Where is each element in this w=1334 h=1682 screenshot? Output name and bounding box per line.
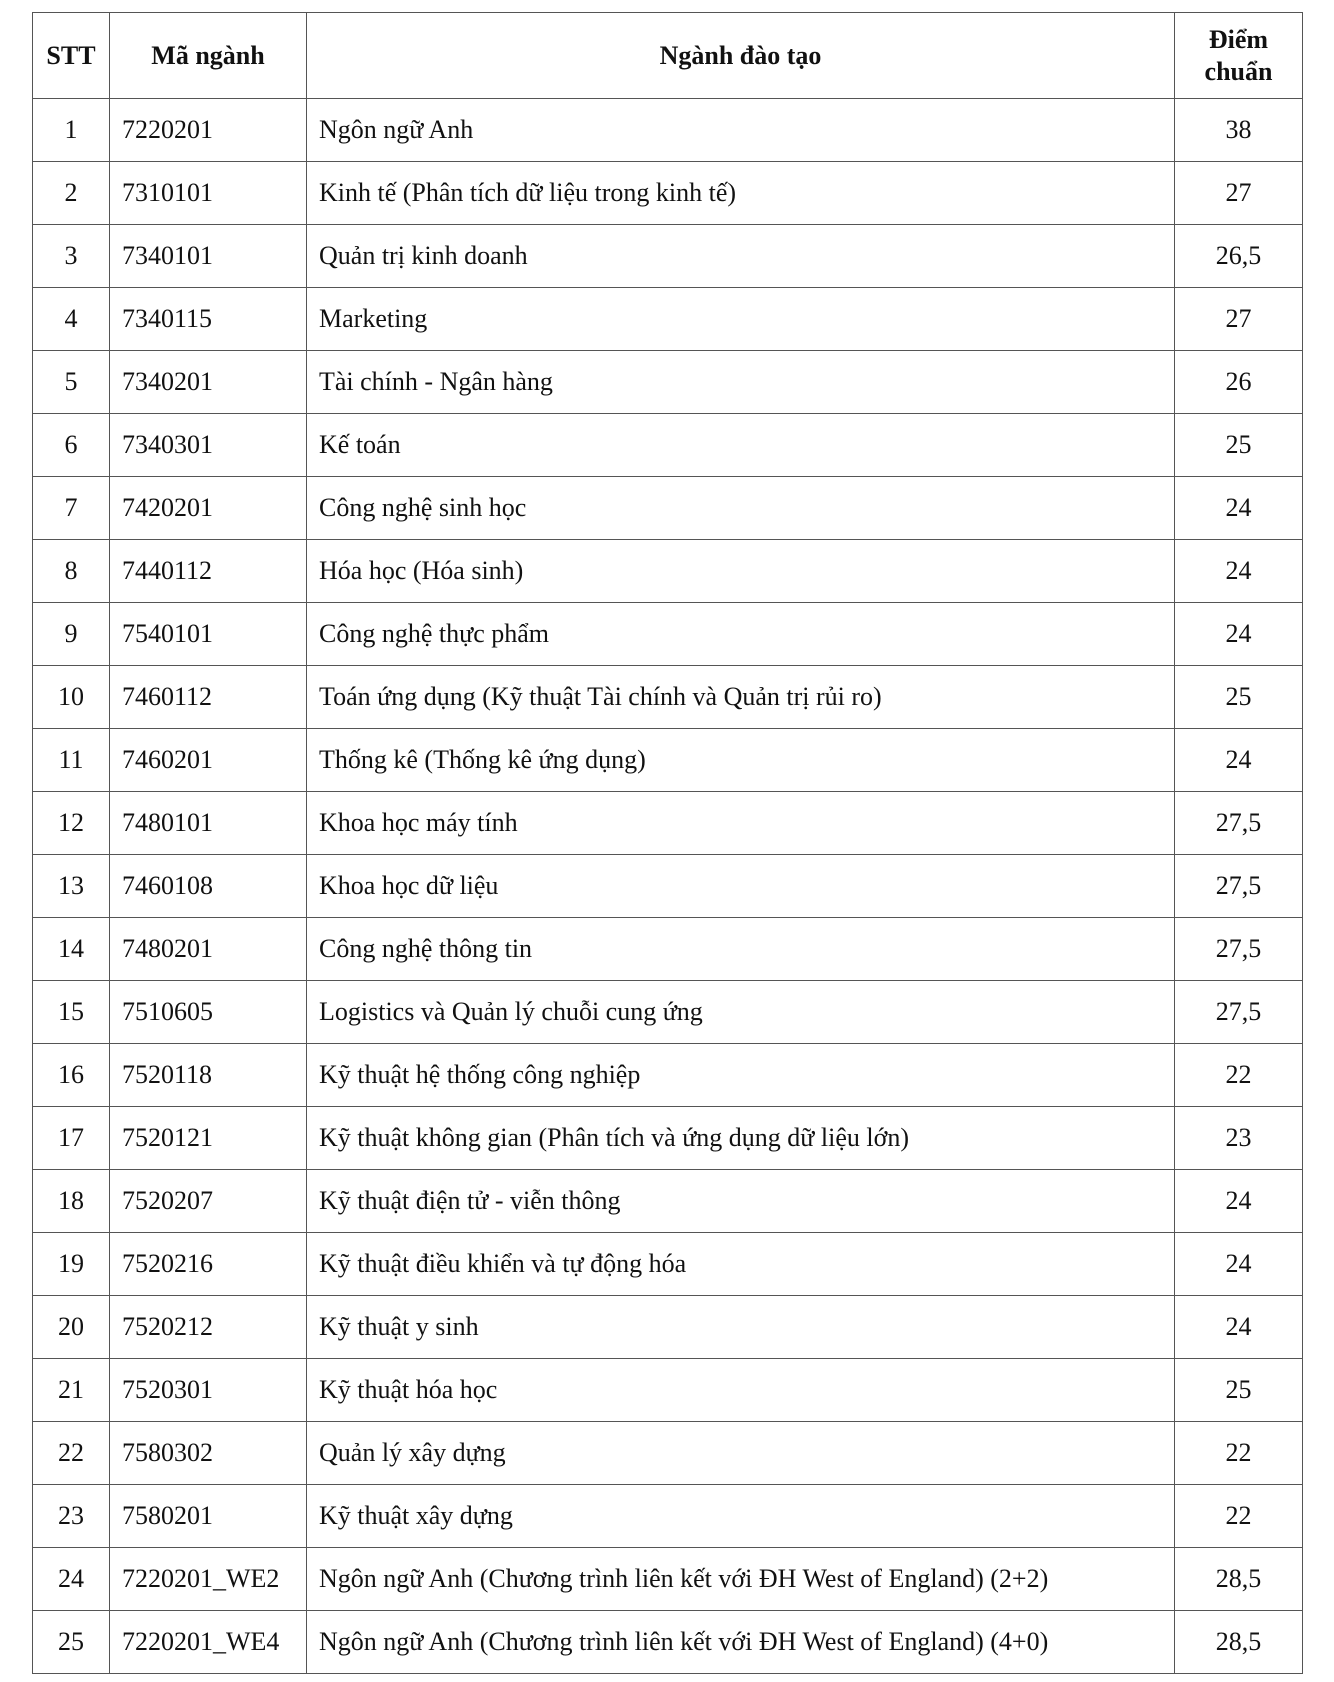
cell-name: Toán ứng dụng (Kỹ thuật Tài chính và Quản trị rủi ro) bbox=[307, 666, 1175, 729]
admission-score-table bbox=[32, 12, 1303, 1674]
cell-stt: 22 bbox=[33, 1422, 110, 1485]
cell-name: Công nghệ thực phẩm bbox=[307, 603, 1175, 666]
cell-stt: 8 bbox=[33, 540, 110, 603]
table-row bbox=[33, 540, 1303, 603]
cell-name: Kỹ thuật điện tử - viễn thông bbox=[307, 1170, 1175, 1233]
table-header bbox=[33, 13, 1303, 99]
cell-stt: 4 bbox=[33, 288, 110, 351]
cell-score: 22 bbox=[1175, 1044, 1303, 1107]
cell-score: 25 bbox=[1175, 414, 1303, 477]
table-row bbox=[33, 1044, 1303, 1107]
cell-stt: 19 bbox=[33, 1233, 110, 1296]
cell-code: 7220201 bbox=[110, 99, 307, 162]
cell-stt: 11 bbox=[33, 729, 110, 792]
header-code: Mã ngành bbox=[110, 13, 307, 99]
cell-stt: 10 bbox=[33, 666, 110, 729]
cell-name: Kỹ thuật xây dựng bbox=[307, 1485, 1175, 1548]
cell-name: Kỹ thuật không gian (Phân tích và ứng dụng dữ liệu lớn) bbox=[307, 1107, 1175, 1170]
table-row bbox=[33, 1107, 1303, 1170]
cell-score: 24 bbox=[1175, 603, 1303, 666]
cell-name: Khoa học dữ liệu bbox=[307, 855, 1175, 918]
cell-code: 7480101 bbox=[110, 792, 307, 855]
cell-name: Hóa học (Hóa sinh) bbox=[307, 540, 1175, 603]
cell-score: 24 bbox=[1175, 477, 1303, 540]
cell-name: Ngôn ngữ Anh (Chương trình liên kết với ĐH West of England) (2+2) bbox=[307, 1548, 1175, 1611]
table-row bbox=[33, 414, 1303, 477]
cell-code: 7340115 bbox=[110, 288, 307, 351]
header-stt: STT bbox=[33, 13, 110, 99]
cell-code: 7340201 bbox=[110, 351, 307, 414]
cell-code: 7520216 bbox=[110, 1233, 307, 1296]
cell-code: 7460201 bbox=[110, 729, 307, 792]
cell-name: Thống kê (Thống kê ứng dụng) bbox=[307, 729, 1175, 792]
cell-stt: 25 bbox=[33, 1611, 110, 1674]
cell-score: 27,5 bbox=[1175, 855, 1303, 918]
cell-stt: 1 bbox=[33, 99, 110, 162]
cell-name: Khoa học máy tính bbox=[307, 792, 1175, 855]
cell-stt: 13 bbox=[33, 855, 110, 918]
cell-score: 27,5 bbox=[1175, 918, 1303, 981]
table-row bbox=[33, 1233, 1303, 1296]
table-row bbox=[33, 1611, 1303, 1674]
cell-stt: 3 bbox=[33, 225, 110, 288]
cell-stt: 2 bbox=[33, 162, 110, 225]
cell-name: Marketing bbox=[307, 288, 1175, 351]
cell-stt: 16 bbox=[33, 1044, 110, 1107]
cell-stt: 7 bbox=[33, 477, 110, 540]
cell-score: 38 bbox=[1175, 99, 1303, 162]
cell-code: 7220201_WE2 bbox=[110, 1548, 307, 1611]
cell-score: 23 bbox=[1175, 1107, 1303, 1170]
table-row bbox=[33, 288, 1303, 351]
header-row bbox=[33, 13, 1303, 99]
cell-name: Ngôn ngữ Anh (Chương trình liên kết với ĐH West of England) (4+0) bbox=[307, 1611, 1175, 1674]
cell-score: 24 bbox=[1175, 729, 1303, 792]
table-row bbox=[33, 729, 1303, 792]
cell-code: 7340301 bbox=[110, 414, 307, 477]
cell-name: Công nghệ sinh học bbox=[307, 477, 1175, 540]
cell-score: 27,5 bbox=[1175, 792, 1303, 855]
cell-code: 7520118 bbox=[110, 1044, 307, 1107]
cell-code: 7480201 bbox=[110, 918, 307, 981]
cell-code: 7520207 bbox=[110, 1170, 307, 1233]
cell-score: 28,5 bbox=[1175, 1611, 1303, 1674]
table-body bbox=[33, 99, 1303, 1674]
cell-code: 7520212 bbox=[110, 1296, 307, 1359]
table-row bbox=[33, 855, 1303, 918]
cell-stt: 17 bbox=[33, 1107, 110, 1170]
cell-code: 7460108 bbox=[110, 855, 307, 918]
cell-name: Logistics và Quản lý chuỗi cung ứng bbox=[307, 981, 1175, 1044]
table-row bbox=[33, 225, 1303, 288]
cell-score: 27 bbox=[1175, 288, 1303, 351]
cell-stt: 15 bbox=[33, 981, 110, 1044]
table-row bbox=[33, 477, 1303, 540]
cell-name: Tài chính - Ngân hàng bbox=[307, 351, 1175, 414]
cell-name: Công nghệ thông tin bbox=[307, 918, 1175, 981]
cell-name: Quản trị kinh doanh bbox=[307, 225, 1175, 288]
table-row bbox=[33, 162, 1303, 225]
header-score bbox=[1175, 13, 1303, 99]
cell-code: 7540101 bbox=[110, 603, 307, 666]
cell-name: Kỹ thuật hóa học bbox=[307, 1359, 1175, 1422]
cell-score: 24 bbox=[1175, 540, 1303, 603]
cell-stt: 9 bbox=[33, 603, 110, 666]
table-row bbox=[33, 1359, 1303, 1422]
cell-score: 26 bbox=[1175, 351, 1303, 414]
cell-stt: 20 bbox=[33, 1296, 110, 1359]
cell-stt: 18 bbox=[33, 1170, 110, 1233]
cell-score: 27 bbox=[1175, 162, 1303, 225]
cell-name: Quản lý xây dựng bbox=[307, 1422, 1175, 1485]
cell-score: 24 bbox=[1175, 1170, 1303, 1233]
table-row bbox=[33, 603, 1303, 666]
table-row bbox=[33, 99, 1303, 162]
header-score-line1: Điểm bbox=[1208, 25, 1269, 55]
cell-stt: 23 bbox=[33, 1485, 110, 1548]
cell-score: 25 bbox=[1175, 1359, 1303, 1422]
cell-name: Kỹ thuật hệ thống công nghiệp bbox=[307, 1044, 1175, 1107]
cell-name: Kinh tế (Phân tích dữ liệu trong kinh tế) bbox=[307, 162, 1175, 225]
table-row bbox=[33, 792, 1303, 855]
table-row bbox=[33, 1485, 1303, 1548]
cell-score: 25 bbox=[1175, 666, 1303, 729]
cell-name: Kỹ thuật điều khiển và tự động hóa bbox=[307, 1233, 1175, 1296]
cell-score: 22 bbox=[1175, 1485, 1303, 1548]
cell-code: 7520301 bbox=[110, 1359, 307, 1422]
cell-code: 7420201 bbox=[110, 477, 307, 540]
cell-score: 27,5 bbox=[1175, 981, 1303, 1044]
cell-code: 7220201_WE4 bbox=[110, 1611, 307, 1674]
cell-score: 26,5 bbox=[1175, 225, 1303, 288]
cell-score: 28,5 bbox=[1175, 1548, 1303, 1611]
header-score-line2: chuẩn bbox=[1204, 56, 1273, 86]
header-name: Ngành đào tạo bbox=[307, 13, 1175, 99]
cell-code: 7580302 bbox=[110, 1422, 307, 1485]
cell-code: 7460112 bbox=[110, 666, 307, 729]
cell-score: 22 bbox=[1175, 1422, 1303, 1485]
cell-name: Kế toán bbox=[307, 414, 1175, 477]
cell-score: 24 bbox=[1175, 1296, 1303, 1359]
cell-stt: 12 bbox=[33, 792, 110, 855]
cell-stt: 5 bbox=[33, 351, 110, 414]
cell-stt: 6 bbox=[33, 414, 110, 477]
table-row bbox=[33, 666, 1303, 729]
cell-code: 7580201 bbox=[110, 1485, 307, 1548]
cell-code: 7310101 bbox=[110, 162, 307, 225]
table-row bbox=[33, 918, 1303, 981]
table-row bbox=[33, 981, 1303, 1044]
cell-name: Kỹ thuật y sinh bbox=[307, 1296, 1175, 1359]
cell-code: 7340101 bbox=[110, 225, 307, 288]
cell-stt: 24 bbox=[33, 1548, 110, 1611]
cell-name: Ngôn ngữ Anh bbox=[307, 99, 1175, 162]
table-row bbox=[33, 1296, 1303, 1359]
cell-score: 24 bbox=[1175, 1233, 1303, 1296]
table-row bbox=[33, 1170, 1303, 1233]
table-row bbox=[33, 351, 1303, 414]
cell-code: 7440112 bbox=[110, 540, 307, 603]
cell-code: 7520121 bbox=[110, 1107, 307, 1170]
score-table-container bbox=[32, 12, 1302, 1674]
cell-stt: 14 bbox=[33, 918, 110, 981]
table-row bbox=[33, 1548, 1303, 1611]
cell-code: 7510605 bbox=[110, 981, 307, 1044]
cell-stt: 21 bbox=[33, 1359, 110, 1422]
table-row bbox=[33, 1422, 1303, 1485]
